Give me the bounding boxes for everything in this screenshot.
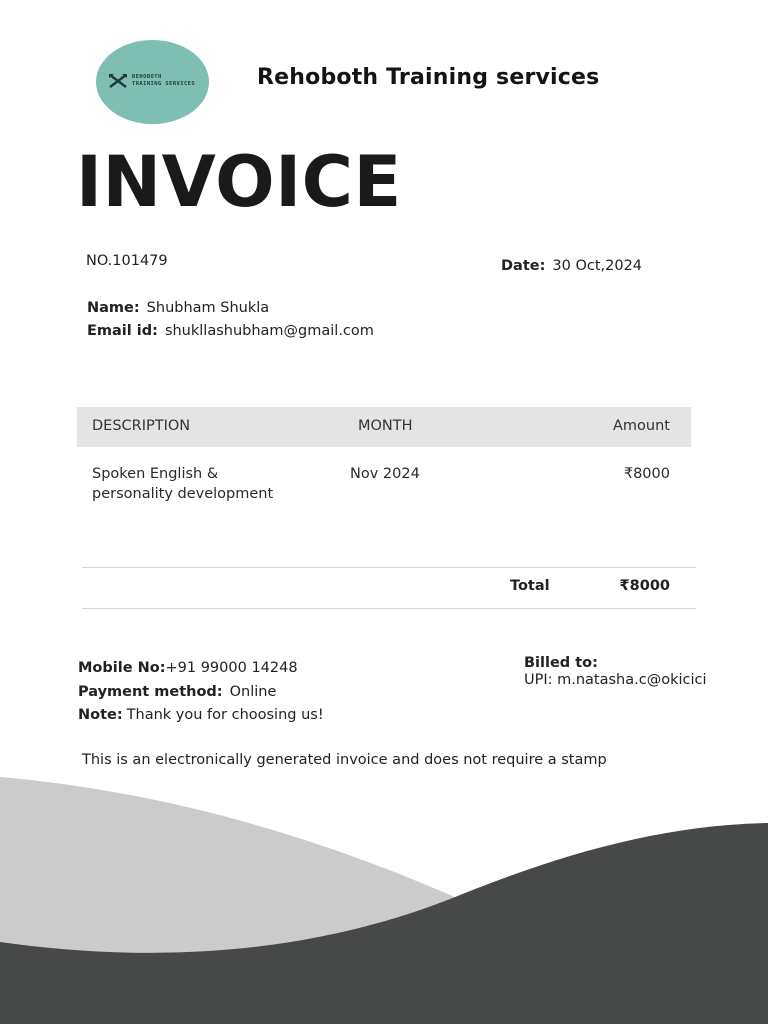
total-value: ₹8000 — [619, 578, 670, 594]
invoice-number: NO.101479 — [86, 253, 168, 269]
column-header-month: MONTH — [358, 418, 413, 434]
disclaimer: This is an electronically generated invoice and does not require a stamp — [82, 752, 607, 768]
name-label: Name: — [87, 300, 140, 316]
mobile-value: +91 99000 14248 — [165, 660, 298, 676]
note-value: Thank you for choosing us! — [126, 707, 324, 723]
column-header-amount: Amount — [613, 418, 670, 434]
customer-name — [87, 300, 269, 316]
invoice-date — [501, 258, 642, 274]
customer-email — [87, 323, 374, 339]
total-divider-bottom — [82, 608, 696, 609]
billed-to-label: Billed to: — [524, 655, 598, 671]
name-value: Shubham Shukla — [146, 300, 270, 316]
row-description — [92, 464, 273, 504]
total-divider-top — [82, 567, 696, 568]
crossed-arrows-icon — [108, 73, 128, 89]
payment-label: Payment method: — [78, 684, 223, 700]
row-description-line1: Spoken English & — [92, 466, 219, 482]
table-header — [77, 407, 691, 447]
payment-value: Online — [229, 684, 277, 700]
email-value: shukllashubham@gmail.com — [164, 323, 374, 339]
decorative-wave — [0, 770, 768, 1024]
note — [78, 707, 324, 723]
date-value: 30 Oct,2024 — [552, 258, 643, 274]
payment-method — [78, 684, 276, 700]
note-label: Note: — [78, 707, 123, 723]
mobile-label: Mobile No: — [78, 660, 166, 676]
invoice-title: INVOICE — [76, 141, 402, 223]
total-label: Total — [510, 578, 550, 594]
row-month: Nov 2024 — [350, 466, 420, 482]
row-description-line2: personality development — [92, 486, 274, 502]
logo-text-line2: TRAINING SERVICES — [132, 81, 196, 87]
row-amount: ₹8000 — [623, 466, 670, 482]
company-name: Rehoboth Training services — [257, 65, 600, 90]
logo-text-line1: REHOBOTH — [132, 74, 162, 80]
date-label: Date: — [501, 258, 546, 274]
logo-text — [132, 74, 195, 88]
column-header-description: DESCRIPTION — [92, 418, 191, 434]
mobile-number — [78, 660, 298, 676]
email-label: Email id: — [87, 323, 158, 339]
company-logo — [96, 40, 209, 124]
billed-to-upi: UPI: m.natasha.c@okicici — [524, 672, 707, 688]
